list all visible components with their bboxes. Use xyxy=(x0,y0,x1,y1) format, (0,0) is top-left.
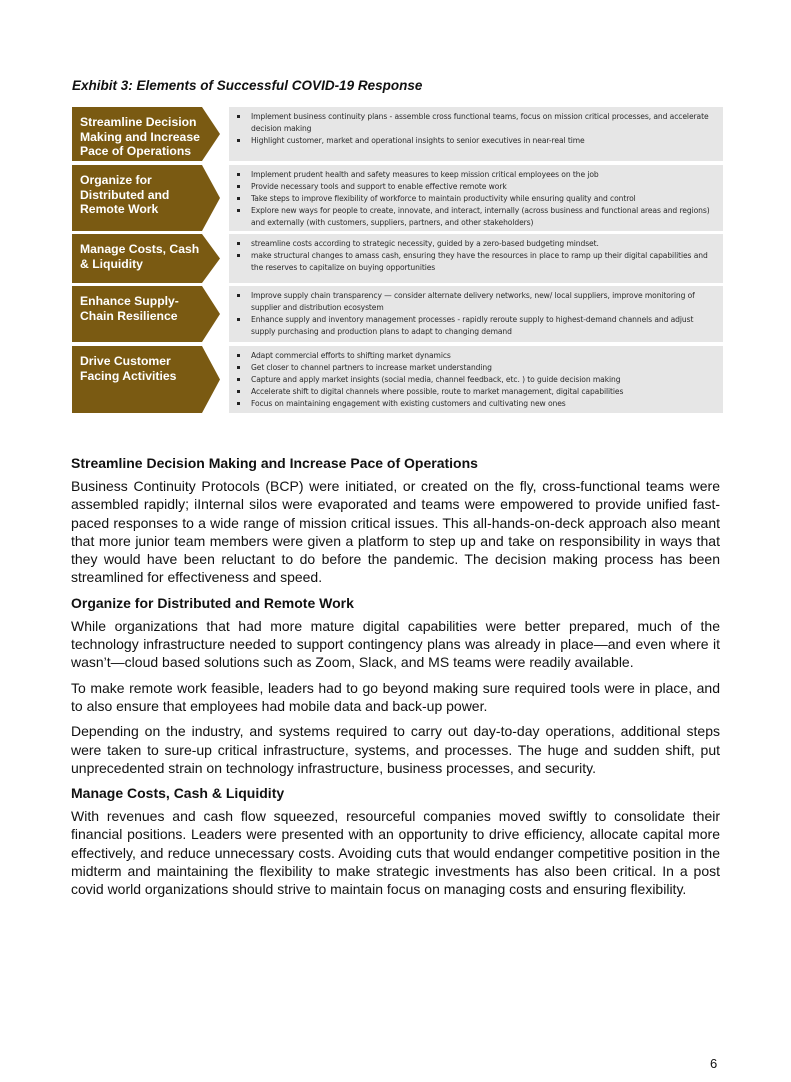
exhibit-row xyxy=(72,346,723,413)
body-paragraph: Depending on the industry, and systems required to carry out day-to-day operations, additional steps were taken to sure-up critical infrastructure, systems, and processes. The huge and sudden shift, put unprecedented strain on technology infrastructure, business processes, and security. xyxy=(71,723,720,776)
row-label: Enhance Supply-Chain Resilience xyxy=(80,294,179,323)
bullet-item: Implement prudent health and safety measures to keep mission critical employees on the job xyxy=(251,169,715,181)
bullet-item: Get closer to channel partners to increase market understanding xyxy=(251,362,715,374)
bullet-item: Accelerate shift to digital channels where possible, route to market management, digital capabilities xyxy=(251,386,715,398)
bullet-item: Explore new ways for people to create, innovate, and interact, internally (across business and functional areas and regions) and externally (with customers, suppliers, partners, and other stakeholders) xyxy=(251,205,715,229)
bullet-list xyxy=(229,286,723,338)
exhibit-row xyxy=(72,234,723,283)
row-label: Organize for Distributed and Remote Work xyxy=(80,173,170,216)
bullet-list xyxy=(229,165,723,229)
section-heading: Streamline Decision Making and Increase Pace of Operations xyxy=(71,455,478,471)
bullet-list xyxy=(229,107,723,147)
row-label: Drive Customer Facing Activities xyxy=(80,354,177,383)
bullet-item: Highlight customer, market and operational insights to senior executives in near-real time xyxy=(251,135,715,147)
body-paragraph: While organizations that had more mature digital capabilities were better prepared, much of the technology infrastructure needed to support contingency plans was already in place—and even where it wasn’t—cloud based solutions such as Zoom, Slack, and MS teams were readily available. xyxy=(71,617,720,671)
body-paragraph: With revenues and cash flow squeezed, resourceful companies moved swiftly to consolidate their financial positions. Leaders were presented with an opportunity to drive efficiency, allocate capital more effectively, and reduce unnecessary costs. Avoiding cuts that would endanger competitive position in the midterm and maintaining the flexibility to make strategic investments has also been critical. In a post covid world organizations should strive to maintain focus on managing costs and ensuring flexibility. xyxy=(71,808,720,898)
bullet-list xyxy=(229,234,723,274)
row-label: Manage Costs, Cash & Liquidity xyxy=(80,242,200,271)
bullet-item: Adapt commercial efforts to shifting market dynamics xyxy=(251,350,715,362)
bullet-item: Improve supply chain transparency — consider alternate delivery networks, new/ local suppliers, improve monitoring of supplier and distribution ecosystem xyxy=(251,290,715,314)
exhibit-row xyxy=(72,165,723,231)
bullet-list xyxy=(229,346,723,410)
bullet-panel xyxy=(229,346,723,413)
body-paragraph: Business Continuity Protocols (BCP) were initiated, or created on the fly, cross-functional teams were assembled rapidly; iInternal silos were evaporated and teams were empowered to provide unified fast-paced responses to a wide range of mission critical issues. This all-hands-on-deck approach also meant that more junior team members were given a platform to step up and take on responsibility in ways that they would have been reluctant to do before the pandemic. The decision making process has been streamlined for effectiveness and speed. xyxy=(71,478,720,586)
bullet-item: Implement business continuity plans - assemble cross functional teams, focus on mission critical processes, and accelerate decision making xyxy=(251,111,715,135)
exhibit-title: Exhibit 3: Elements of Successful COVID-19 Response xyxy=(72,78,423,93)
bullet-item: make structural changes to amass cash, ensuring they have the resources in place to ramp up their digital capabilities and the reserves to capitalize on buying opportunities xyxy=(251,250,715,274)
bullet-item: Enhance supply and inventory management processes - rapidly reroute supply to highest-demand channels and adjust supply purchasing and production plans to adapt to changing demand xyxy=(251,314,715,338)
section-heading: Manage Costs, Cash & Liquidity xyxy=(71,785,285,802)
bullet-panel xyxy=(229,107,723,161)
bullet-item: Take steps to improve flexibility of workforce to maintain productivity while ensuring quality and control xyxy=(251,193,715,205)
bullet-panel xyxy=(229,165,723,231)
section-heading: Organize for Distributed and Remote Work xyxy=(71,594,354,611)
bullet-item: Capture and apply market insights (social media, channel feedback, etc. ) to guide decision making xyxy=(251,374,715,386)
page-number: 6 xyxy=(710,1056,718,1071)
bullet-item: Provide necessary tools and support to enable effective remote work xyxy=(251,181,715,193)
bullet-panel xyxy=(229,234,723,283)
bullet-item: Focus on maintaining engagement with existing customers and cultivating new ones xyxy=(251,398,715,410)
exhibit-row xyxy=(72,286,723,342)
body-paragraph: To make remote work feasible, leaders had to go beyond making sure required tools were in place, and to also ensure that employees had mobile data and back-up power. xyxy=(71,679,720,714)
body-content xyxy=(71,454,720,906)
exhibit-row xyxy=(72,107,723,161)
bullet-panel xyxy=(229,286,723,342)
row-label: Streamline Decision Making and Increase Pace of Operations xyxy=(80,115,200,158)
bullet-item: streamline costs according to strategic necessity, guided by a zero-based budgeting mindset. xyxy=(251,238,715,250)
